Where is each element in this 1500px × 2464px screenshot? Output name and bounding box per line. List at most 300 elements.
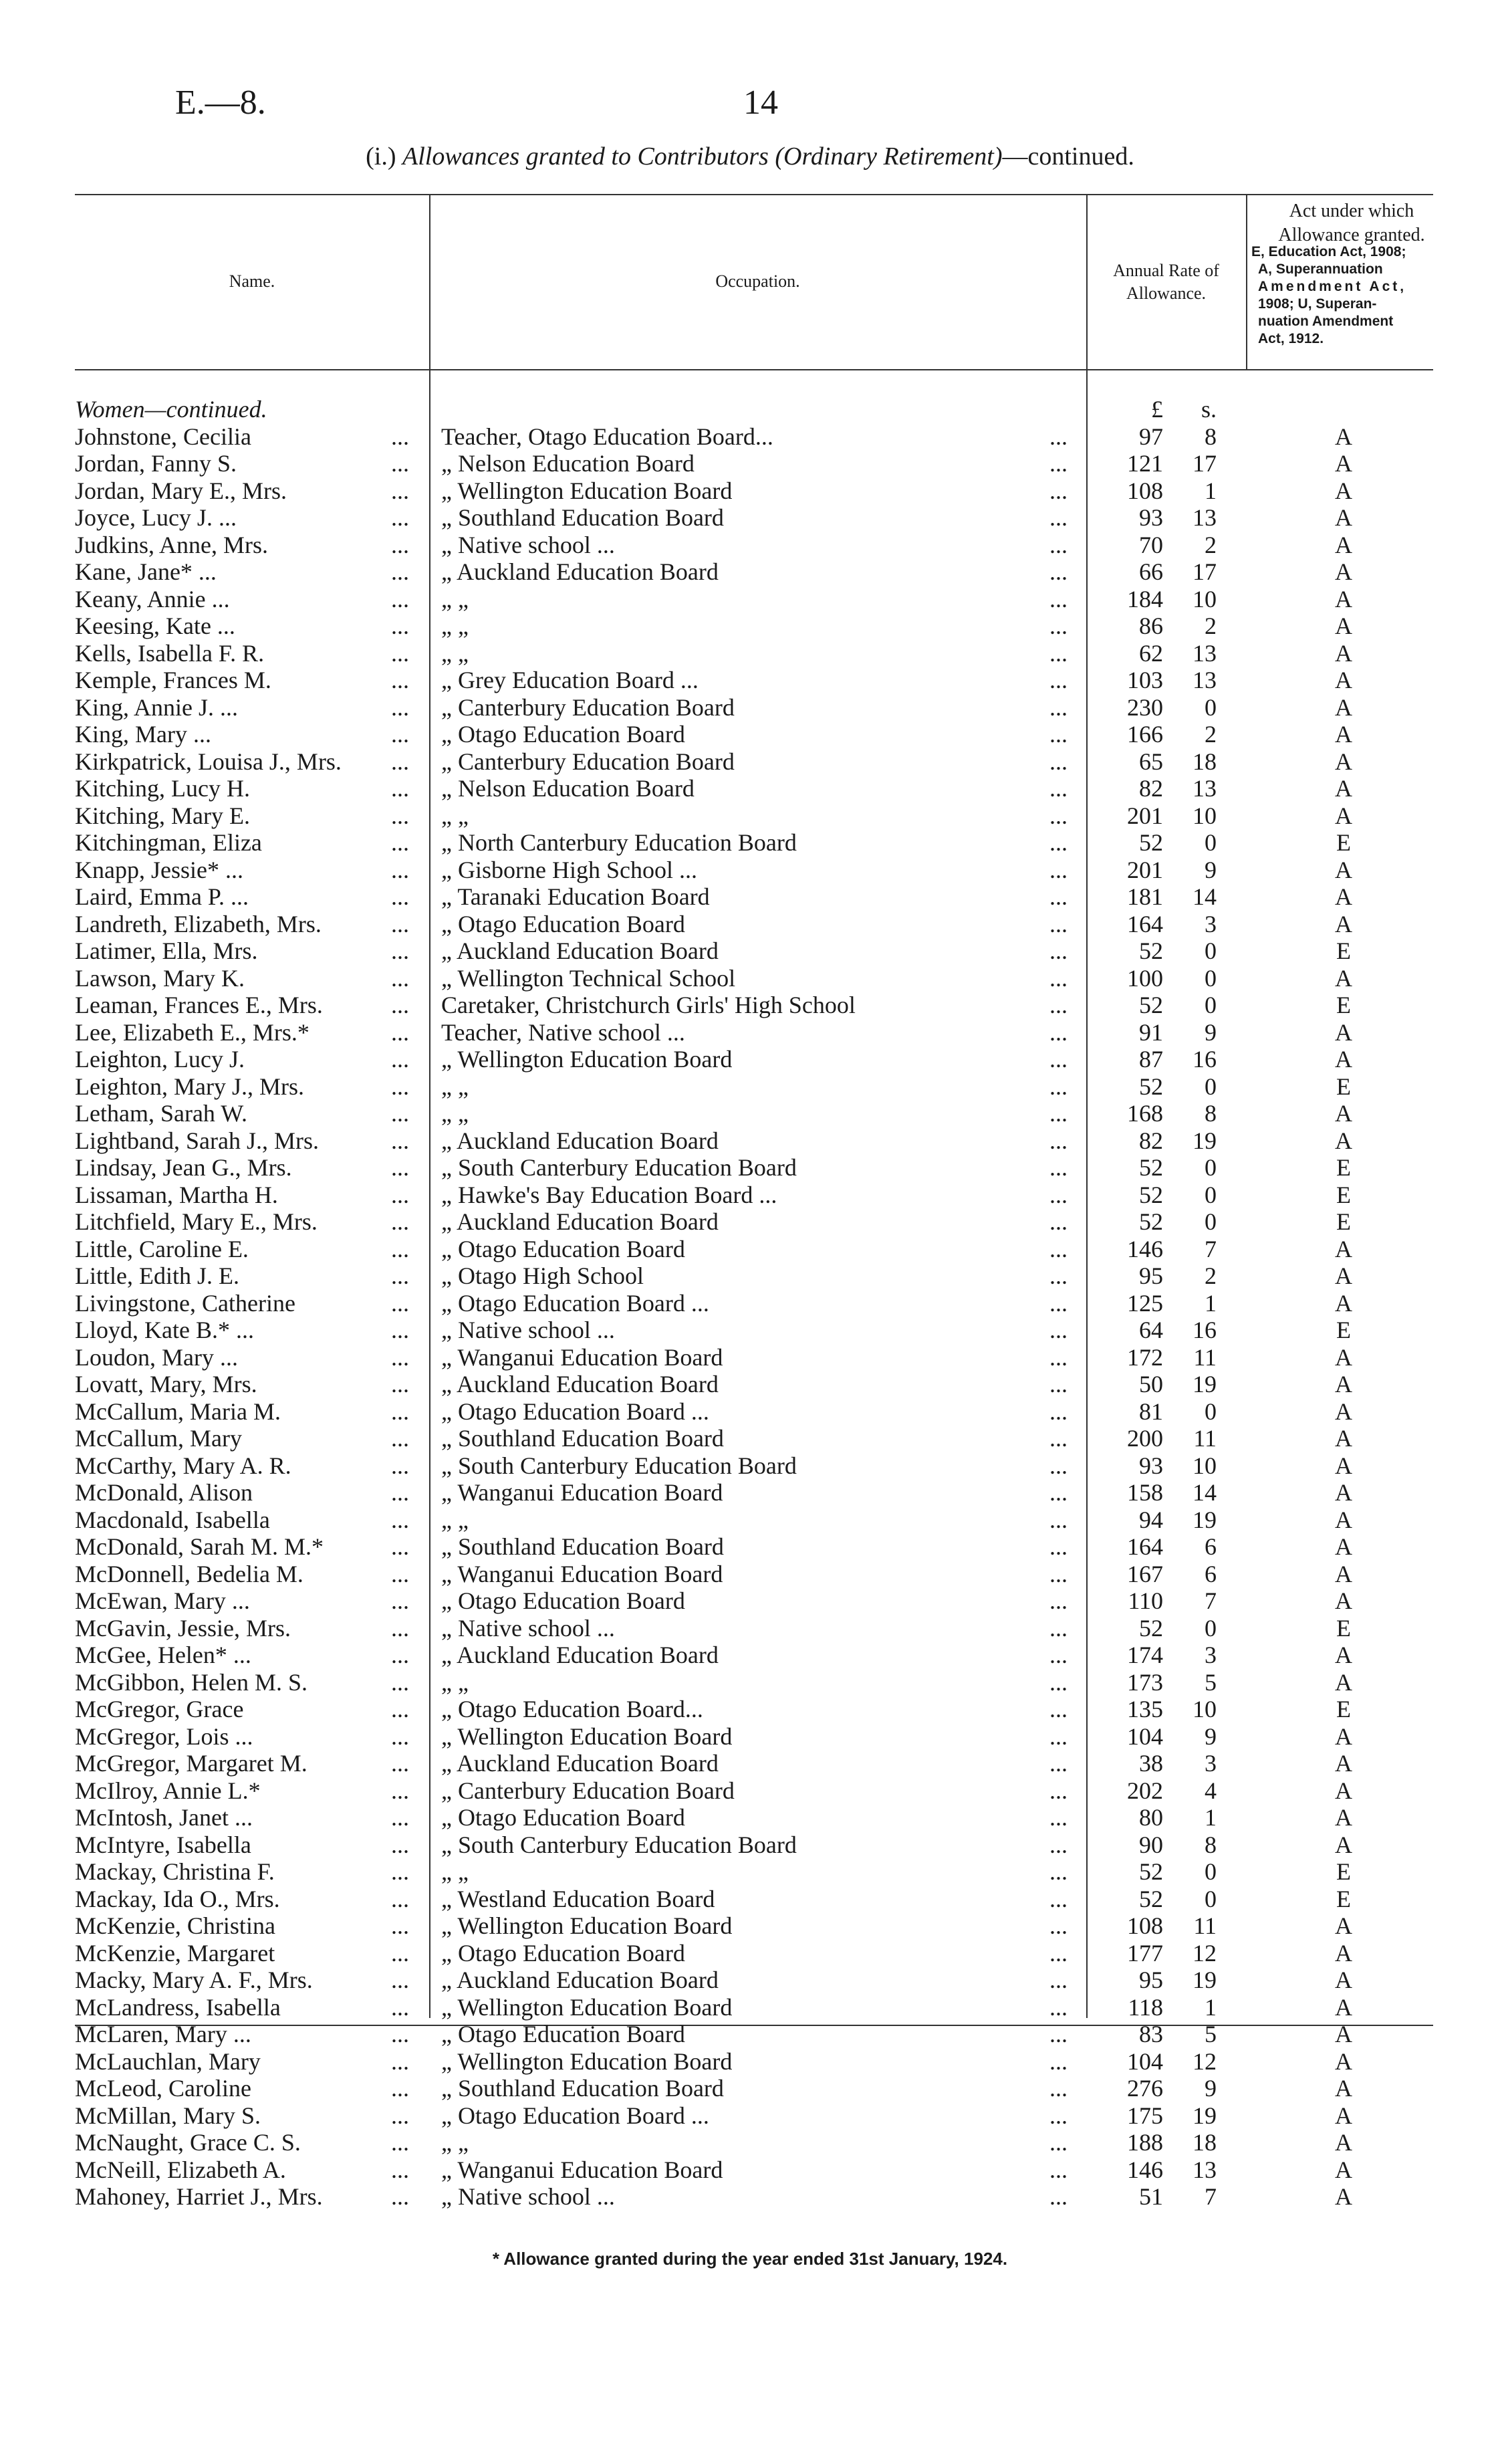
row-shillings: 2: [1205, 721, 1217, 748]
row-shillings: 0: [1205, 1397, 1217, 1425]
row-occupation: „ Southland Education Board: [441, 1533, 724, 1560]
row-pounds: 104: [1127, 1722, 1163, 1750]
row-occupation: „ Auckland Education Board: [441, 1967, 719, 1993]
row-occupation: „ Otago Education Board: [441, 2021, 685, 2047]
table-row: [0, 1615, 1500, 1642]
row-shillings: 3: [1205, 910, 1217, 937]
occupation-leader-dots: ...: [1049, 1939, 1068, 1967]
table-row: [0, 477, 1500, 505]
name-leader-dots: ...: [391, 667, 409, 693]
row-occupation: „ Otago High School: [441, 1262, 644, 1289]
row-act: A: [1335, 964, 1352, 992]
table-row: [0, 857, 1500, 884]
name-leader-dots: ...: [391, 1912, 409, 1939]
row-name: Laird, Emma P. ...: [75, 883, 249, 910]
name-leader-dots: ...: [391, 992, 409, 1018]
row-pounds: 87: [1139, 1046, 1163, 1073]
row-act: A: [1335, 1939, 1352, 1967]
occupation-leader-dots: ...: [1049, 1452, 1068, 1479]
occupation-leader-dots: ...: [1049, 450, 1068, 477]
table-row: [0, 1669, 1500, 1696]
row-pounds: 52: [1139, 937, 1163, 964]
row-pounds: 90: [1139, 1831, 1163, 1858]
table-row: [0, 1723, 1500, 1751]
row-occupation: „ Wanganui Education Board: [441, 1479, 723, 1506]
row-shillings: 16: [1193, 1317, 1217, 1343]
row-shillings: 6: [1205, 1560, 1217, 1587]
row-act: A: [1335, 1018, 1352, 1046]
name-leader-dots: ...: [391, 856, 409, 883]
act-key-legend: [1251, 243, 1459, 348]
table-row: [0, 1587, 1500, 1615]
table-row: [0, 937, 1500, 965]
table-row: [0, 1561, 1500, 1588]
occupation-leader-dots: ...: [1049, 667, 1068, 693]
row-pounds: 52: [1139, 1885, 1163, 1912]
name-leader-dots: ...: [391, 748, 409, 775]
name-leader-dots: ...: [391, 1073, 409, 1100]
row-name: Mackay, Ida O., Mrs.: [75, 1885, 280, 1912]
table-row: [0, 1236, 1500, 1263]
name-leader-dots: ...: [391, 1343, 409, 1371]
occupation-leader-dots: ...: [1049, 1560, 1068, 1587]
name-leader-dots: ...: [391, 964, 409, 992]
name-leader-dots: ...: [391, 1371, 409, 1397]
row-occupation: „ Taranaki Education Board: [441, 883, 710, 910]
row-act: A: [1335, 910, 1352, 937]
row-pounds: 184: [1127, 585, 1163, 612]
occupation-leader-dots: ...: [1049, 802, 1068, 829]
row-pounds: 52: [1139, 829, 1163, 856]
name-leader-dots: ...: [391, 1696, 409, 1722]
occupation-leader-dots: ...: [1049, 1154, 1068, 1181]
row-name: McLaren, Mary ...: [75, 2021, 251, 2047]
occupation-leader-dots: ...: [1049, 1100, 1068, 1127]
row-occupation: „ Native school ...: [441, 2183, 615, 2210]
row-act: A: [1335, 1506, 1352, 1533]
name-leader-dots: ...: [391, 1506, 409, 1533]
rate-header-line2: Allowance.: [1126, 284, 1207, 303]
row-shillings: 10: [1193, 1696, 1217, 1722]
occupation-leader-dots: ...: [1049, 1831, 1068, 1858]
table-row: [0, 1994, 1500, 2021]
row-pounds: 177: [1127, 1939, 1163, 1967]
table-row: [0, 1831, 1500, 1859]
name-leader-dots: ...: [391, 937, 409, 964]
occupation-leader-dots: ...: [1049, 992, 1068, 1018]
row-pounds: 174: [1127, 1642, 1163, 1668]
occupation-leader-dots: ...: [1049, 1642, 1068, 1668]
table-row: [0, 640, 1500, 667]
row-occupation: „ „: [441, 612, 469, 639]
occupation-leader-dots: ...: [1049, 1533, 1068, 1560]
row-pounds: 65: [1139, 748, 1163, 775]
name-leader-dots: ...: [391, 693, 409, 721]
name-leader-dots: ...: [391, 639, 409, 667]
row-act: E: [1336, 1208, 1351, 1235]
row-shillings: 9: [1205, 2075, 1217, 2102]
row-occupation: „ „: [441, 1858, 469, 1885]
row-name: Little, Edith J. E.: [75, 1262, 239, 1289]
name-leader-dots: ...: [391, 1397, 409, 1425]
row-shillings: 10: [1193, 585, 1217, 612]
occupation-leader-dots: ...: [1049, 1858, 1068, 1885]
row-pounds: 103: [1127, 667, 1163, 693]
table-row: [0, 1858, 1500, 1886]
table-row: [0, 1642, 1500, 1669]
name-leader-dots: ...: [391, 1262, 409, 1289]
occupation-leader-dots: ...: [1049, 1262, 1068, 1289]
table-row: [0, 2156, 1500, 2184]
row-occupation: „ Gisborne High School ...: [441, 856, 697, 883]
row-shillings: 0: [1205, 992, 1217, 1018]
row-act: E: [1336, 1614, 1351, 1642]
table-row: [0, 1886, 1500, 1913]
row-name: McIntyre, Isabella: [75, 1831, 251, 1858]
row-name: Kirkpatrick, Louisa J., Mrs.: [75, 748, 342, 775]
row-name: Mackay, Christina F.: [75, 1858, 275, 1885]
row-act: A: [1335, 1668, 1352, 1696]
row-occupation: „ Wellington Education Board: [441, 477, 733, 504]
row-pounds: 108: [1127, 1912, 1163, 1939]
row-occupation: „ South Canterbury Education Board: [441, 1452, 797, 1479]
row-name: Leaman, Frances E., Mrs.: [75, 992, 323, 1018]
row-act: A: [1335, 504, 1352, 531]
row-name: Johnstone, Cecilia: [75, 423, 251, 450]
shillings-unit: s.: [1201, 396, 1217, 423]
occupation-leader-dots: ...: [1049, 1696, 1068, 1722]
row-pounds: 172: [1127, 1343, 1163, 1371]
occupation-leader-dots: ...: [1049, 1885, 1068, 1912]
row-act: E: [1336, 1858, 1351, 1885]
row-shillings: 1: [1205, 1289, 1217, 1317]
row-occupation: „ Westland Education Board: [441, 1885, 715, 1912]
occupation-leader-dots: ...: [1049, 1506, 1068, 1533]
row-name: McLeod, Caroline: [75, 2075, 251, 2102]
name-leader-dots: ...: [391, 1831, 409, 1858]
row-occupation: „ Auckland Education Board: [441, 1208, 719, 1235]
row-occupation: „ „: [441, 1506, 469, 1533]
row-shillings: 7: [1205, 1235, 1217, 1262]
row-shillings: 6: [1205, 1533, 1217, 1560]
row-act: E: [1336, 1696, 1351, 1722]
row-shillings: 17: [1193, 558, 1217, 585]
row-pounds: 201: [1127, 856, 1163, 883]
row-name: Little, Caroline E.: [75, 1235, 249, 1262]
row-shillings: 1: [1205, 1993, 1217, 2021]
row-pounds: 52: [1139, 1614, 1163, 1642]
row-pounds: 173: [1127, 1668, 1163, 1696]
row-shillings: 16: [1193, 1046, 1217, 1073]
name-leader-dots: ...: [391, 504, 409, 531]
row-pounds: 82: [1139, 775, 1163, 802]
row-act: A: [1335, 1397, 1352, 1425]
row-occupation: „ Otago Education Board...: [441, 1696, 703, 1722]
table-row: [0, 1804, 1500, 1831]
table-row: [0, 1425, 1500, 1452]
name-leader-dots: ...: [391, 1587, 409, 1614]
row-name: Keany, Annie ...: [75, 585, 230, 612]
row-name: King, Annie J. ...: [75, 693, 239, 721]
occupation-leader-dots: ...: [1049, 1614, 1068, 1642]
row-act: E: [1336, 1154, 1351, 1181]
occupation-leader-dots: ...: [1049, 964, 1068, 992]
name-leader-dots: ...: [391, 423, 409, 450]
row-pounds: 158: [1127, 1479, 1163, 1506]
row-pounds: 121: [1127, 450, 1163, 477]
table-row: [0, 504, 1500, 532]
table-row: [0, 1750, 1500, 1777]
table-row: [0, 586, 1500, 613]
row-name: Livingstone, Catherine: [75, 1289, 295, 1317]
row-shillings: 14: [1193, 883, 1217, 910]
row-name: Macdonald, Isabella: [75, 1506, 270, 1533]
name-leader-dots: ...: [391, 1777, 409, 1804]
row-name: McGee, Helen* ...: [75, 1642, 251, 1668]
row-act: E: [1336, 1073, 1351, 1100]
row-name: Knapp, Jessie* ...: [75, 856, 243, 883]
row-act: A: [1335, 1912, 1352, 1939]
name-leader-dots: ...: [391, 1804, 409, 1831]
row-act: A: [1335, 2047, 1352, 2075]
occupation-leader-dots: ...: [1049, 1967, 1068, 1993]
row-occupation: „ Native school ...: [441, 1317, 615, 1343]
row-name: Loudon, Mary ...: [75, 1343, 238, 1371]
row-shillings: 3: [1205, 1642, 1217, 1668]
row-act: A: [1335, 2156, 1352, 2183]
column-header-name: Name.: [229, 271, 275, 291]
row-pounds: 64: [1139, 1317, 1163, 1343]
name-leader-dots: ...: [391, 1046, 409, 1073]
page-number: 14: [743, 84, 778, 122]
row-name: Joyce, Lucy J. ...: [75, 504, 237, 531]
occupation-leader-dots: ...: [1049, 639, 1068, 667]
row-occupation: „ Auckland Education Board: [441, 1371, 719, 1397]
row-shillings: 8: [1205, 423, 1217, 450]
occupation-leader-dots: ...: [1049, 1073, 1068, 1100]
row-occupation: „ Canterbury Education Board: [441, 1777, 735, 1804]
name-leader-dots: ...: [391, 829, 409, 856]
row-occupation: Teacher, Otago Education Board...: [441, 423, 773, 450]
occupation-leader-dots: ...: [1049, 748, 1068, 775]
act-key-line: Amendment Act,: [1258, 279, 1407, 294]
row-name: Jordan, Mary E., Mrs.: [75, 477, 287, 504]
act-key-line: nuation Amendment: [1258, 314, 1394, 329]
row-shillings: 0: [1205, 964, 1217, 992]
row-act: A: [1335, 693, 1352, 721]
row-shillings: 7: [1205, 2183, 1217, 2210]
row-act: A: [1335, 1343, 1352, 1371]
table-row: [0, 1506, 1500, 1534]
row-shillings: 8: [1205, 1831, 1217, 1858]
row-name: McKenzie, Margaret: [75, 1939, 275, 1967]
row-pounds: 94: [1139, 1506, 1163, 1533]
table-row: [0, 1777, 1500, 1805]
row-name: Jordan, Fanny S.: [75, 450, 237, 477]
row-act: A: [1335, 1046, 1352, 1073]
row-act: A: [1335, 1479, 1352, 1506]
name-leader-dots: ...: [391, 1235, 409, 1262]
row-pounds: 104: [1127, 2047, 1163, 2075]
row-name: Kemple, Frances M.: [75, 667, 271, 693]
name-leader-dots: ...: [391, 2075, 409, 2102]
row-shillings: 0: [1205, 829, 1217, 856]
row-act: E: [1336, 992, 1351, 1018]
row-pounds: 202: [1127, 1777, 1163, 1804]
row-occupation: „ Auckland Education Board: [441, 558, 719, 585]
row-shillings: 11: [1193, 1343, 1217, 1371]
row-pounds: 93: [1139, 504, 1163, 531]
act-header-line2: Allowance granted.: [1278, 225, 1425, 245]
table-row: [0, 1696, 1500, 1723]
table-row: [0, 829, 1500, 857]
occupation-leader-dots: ...: [1049, 1317, 1068, 1343]
row-name: Lloyd, Kate B.* ...: [75, 1317, 254, 1343]
row-occupation: Caretaker, Christchurch Girls' High School: [441, 992, 856, 1018]
name-leader-dots: ...: [391, 1100, 409, 1127]
table-row: [0, 992, 1500, 1019]
row-act: A: [1335, 612, 1352, 639]
row-name: McIntosh, Janet ...: [75, 1804, 253, 1831]
name-leader-dots: ...: [391, 558, 409, 585]
name-leader-dots: ...: [391, 1181, 409, 1208]
table-row: [0, 1967, 1500, 1994]
row-shillings: 1: [1205, 477, 1217, 504]
occupation-leader-dots: ...: [1049, 1343, 1068, 1371]
name-leader-dots: ...: [391, 2156, 409, 2183]
row-name: Letham, Sarah W.: [75, 1100, 247, 1127]
row-act: A: [1335, 1967, 1352, 1993]
row-occupation: „ Wellington Education Board: [441, 1912, 733, 1939]
row-pounds: 100: [1127, 964, 1163, 992]
column-header-act: [1251, 199, 1452, 247]
row-occupation: „ Canterbury Education Board: [441, 693, 735, 721]
row-act: A: [1335, 721, 1352, 748]
row-shillings: 17: [1193, 450, 1217, 477]
table-row: [0, 423, 1500, 451]
row-shillings: 13: [1193, 775, 1217, 802]
row-name: Litchfield, Mary E., Mrs.: [75, 1208, 318, 1235]
occupation-leader-dots: ...: [1049, 1289, 1068, 1317]
row-act: A: [1335, 856, 1352, 883]
row-name: Landreth, Elizabeth, Mrs.: [75, 910, 322, 937]
row-occupation: „ Auckland Education Board: [441, 1127, 719, 1154]
name-leader-dots: ...: [391, 1452, 409, 1479]
name-leader-dots: ...: [391, 1560, 409, 1587]
row-act: A: [1335, 450, 1352, 477]
section-row: [0, 396, 1500, 423]
row-shillings: 18: [1193, 2129, 1217, 2156]
occupation-leader-dots: ...: [1049, 1208, 1068, 1235]
table-row: [0, 1371, 1500, 1398]
section-label: Women—continued.: [75, 396, 267, 423]
row-shillings: 2: [1205, 1262, 1217, 1289]
name-leader-dots: ...: [391, 802, 409, 829]
table-row: [0, 2048, 1500, 2076]
name-leader-dots: ...: [391, 2129, 409, 2156]
row-shillings: 19: [1193, 1127, 1217, 1154]
row-act: A: [1335, 802, 1352, 829]
occupation-leader-dots: ...: [1049, 2075, 1068, 2102]
occupation-leader-dots: ...: [1049, 2183, 1068, 2210]
table-row: [0, 1154, 1500, 1182]
row-pounds: 164: [1127, 1533, 1163, 1560]
row-pounds: 168: [1127, 1100, 1163, 1127]
name-leader-dots: ...: [391, 1885, 409, 1912]
occupation-leader-dots: ...: [1049, 423, 1068, 450]
row-pounds: 230: [1127, 693, 1163, 721]
row-shillings: 0: [1205, 1208, 1217, 1235]
row-act: E: [1336, 937, 1351, 964]
row-occupation: „ „: [441, 1100, 469, 1127]
row-pounds: 188: [1127, 2129, 1163, 2156]
row-name: McDonald, Sarah M. M.*: [75, 1533, 324, 1560]
act-key-line: E, Education Act, 1908;: [1251, 244, 1406, 259]
table-row: [0, 1100, 1500, 1127]
row-shillings: 0: [1205, 1154, 1217, 1181]
occupation-leader-dots: ...: [1049, 1371, 1068, 1397]
occupation-leader-dots: ...: [1049, 612, 1068, 639]
row-occupation: „ Wanganui Education Board: [441, 2156, 723, 2183]
row-shillings: 5: [1205, 1668, 1217, 1696]
row-pounds: 110: [1128, 1587, 1163, 1614]
row-name: Kitching, Lucy H.: [75, 775, 250, 802]
row-pounds: 276: [1127, 2075, 1163, 2102]
row-name: King, Mary ...: [75, 721, 211, 748]
row-shillings: 0: [1205, 1073, 1217, 1100]
row-shillings: 13: [1193, 639, 1217, 667]
row-name: McKenzie, Christina: [75, 1912, 275, 1939]
row-shillings: 13: [1193, 667, 1217, 693]
row-act: A: [1335, 639, 1352, 667]
name-leader-dots: ...: [391, 1289, 409, 1317]
row-occupation: „ Native school ...: [441, 531, 615, 558]
name-leader-dots: ...: [391, 1614, 409, 1642]
row-name: Lovatt, Mary, Mrs.: [75, 1371, 257, 1397]
column-divider-3: [1246, 194, 1247, 369]
name-leader-dots: ...: [391, 1425, 409, 1452]
row-name: Kitching, Mary E.: [75, 802, 250, 829]
row-name: McLandress, Isabella: [75, 1993, 281, 2021]
occupation-leader-dots: ...: [1049, 2102, 1068, 2129]
table-title: [0, 142, 1500, 171]
row-pounds: 118: [1128, 1993, 1163, 2021]
name-leader-dots: ...: [391, 450, 409, 477]
table-row: [0, 1019, 1500, 1046]
table-row: [0, 1479, 1500, 1506]
name-leader-dots: ...: [391, 2183, 409, 2210]
row-shillings: 10: [1193, 1452, 1217, 1479]
row-name: McGregor, Grace: [75, 1696, 244, 1722]
occupation-leader-dots: ...: [1049, 693, 1068, 721]
row-name: Keesing, Kate ...: [75, 612, 235, 639]
row-name: McGavin, Jessie, Mrs.: [75, 1614, 291, 1642]
row-name: Lightband, Sarah J., Mrs.: [75, 1127, 319, 1154]
table-row: [0, 667, 1500, 694]
row-pounds: 66: [1139, 558, 1163, 585]
table-row: [0, 802, 1500, 830]
row-shillings: 7: [1205, 1587, 1217, 1614]
row-occupation: „ Southland Education Board: [441, 504, 724, 531]
row-shillings: 13: [1193, 504, 1217, 531]
name-leader-dots: ...: [391, 1967, 409, 1993]
row-name: McCarthy, Mary A. R.: [75, 1452, 291, 1479]
row-pounds: 146: [1127, 1235, 1163, 1262]
row-name: McNeill, Elizabeth A.: [75, 2156, 286, 2183]
table-top-rule: [75, 194, 1433, 195]
row-occupation: „ Wanganui Education Board: [441, 1343, 723, 1371]
table-row: [0, 1940, 1500, 1967]
